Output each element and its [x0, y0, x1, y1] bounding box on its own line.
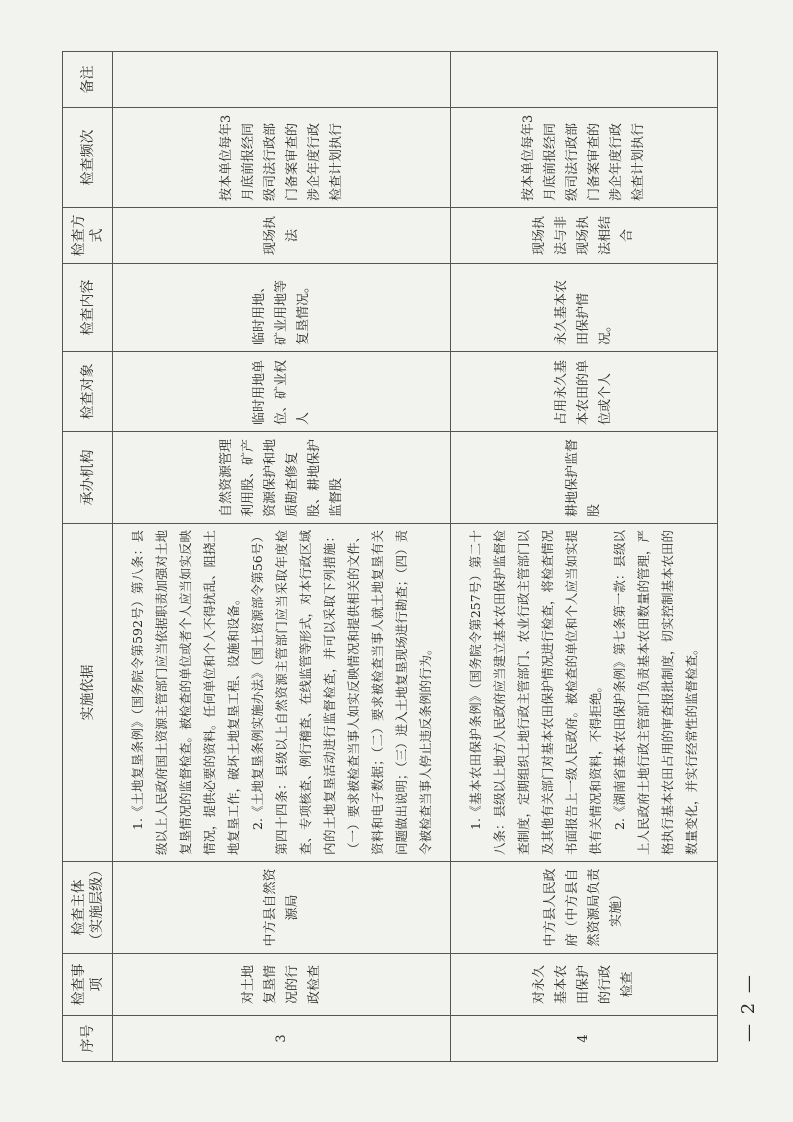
header-method: 检查方式	[63, 208, 113, 264]
row-item: 对永久基本农田保护的行政检查	[451, 954, 718, 1016]
row-content: 永久基本农田保护情况。	[451, 264, 718, 352]
header-note: 备注	[63, 52, 113, 108]
row-note	[113, 52, 451, 108]
row-frequency: 按本单位每年3月底前报经同级司法行政部门备案审查的涉企年度行政检查计划执行	[451, 108, 718, 208]
inspection-table	[62, 51, 718, 1062]
header-org: 承办机构	[63, 432, 113, 524]
header-frequency: 检查频次	[63, 108, 113, 208]
basis-paragraph-2: 2.《湖南省基本农田保护条例》第七条第一款：县级以上人民政府土地行政主管部门负责基本农田数量的管理，严格执行基本农田占用的审查报批制度，切实控制基本农田的数量变化，并实行经常性的监督检查。	[612, 529, 699, 855]
row-target: 临时用地单位、矿业权人	[113, 352, 451, 432]
row-subject: 中方县人民政府（中方县自然资源局负责实施）	[451, 862, 718, 954]
row-basis	[113, 524, 451, 862]
table-row	[113, 52, 451, 1062]
header-seq: 序号	[63, 1016, 113, 1062]
header-target: 检查对象	[63, 352, 113, 432]
basis-paragraph-1: 1.《土地复垦条例》（国务院令第592号）第八条：县级以上人民政府国土资源主管部门应当依据职责加强对土地复垦情况的监督检查。被检查的单位或者个人应当如实反映情况，提供必要的资料。任何单位和个人不得扰乱、阻挠土地复垦工作，破坏土地复垦工程、设施和设备。	[129, 529, 241, 855]
page-number: — 2 —	[738, 973, 759, 1042]
row-method: 现场执法与非现场执法相结合	[451, 208, 718, 264]
header-item: 检查事项	[63, 954, 113, 1016]
row-seq: 3	[113, 1016, 451, 1062]
header-content: 检查内容	[63, 264, 113, 352]
header-subject: 检查主体（实施层级）	[63, 862, 113, 954]
row-item: 对土地复垦情况的行政检查	[113, 954, 451, 1016]
row-frequency: 按本单位每年3月底前报经同级司法行政部门备案审查的涉企年度行政检查计划执行	[113, 108, 451, 208]
basis-paragraph-1: 1.《基本农田保护条例》（国务院令第257号）第二十八条：县级以上地方人民政府应当建立基本农田保护监督检查制度，定期组织土地行政主管部门、农业行政主管部门以及其他有关部门对基本农田保护情况进行检查，将检查情况书面报告上一级人民政府。被检查的单位和个人应当如实提供有关情况和资料，不得拒绝。	[468, 529, 603, 855]
row-basis	[451, 524, 718, 862]
row-target: 占用永久基本农田的单位或个人	[451, 352, 718, 432]
row-note	[451, 52, 718, 108]
header-basis: 实施依据	[63, 524, 113, 862]
basis-paragraph-2: 2.《土地复垦条例实施办法》（国土资源部令第56号）第四十四条：县级以上自然资源主管部门应当采取年度检查、专项核查、例行稽查、在线监管等形式，对本行政区域内的土地复垦活动进行监督检查，并可以采取下列措施：（一）要求被检查当事人如实反映情况和提供相关的文件、资料和电子数据；（二）要求被检查当事人就土地复垦有关问题做出说明；（三）进入土地复垦现场进行勘查；（四）责令被检查当事人停止违反条例的行为。	[249, 529, 433, 855]
row-subject: 中方县自然资源局	[113, 862, 451, 954]
row-org: 自然资源管理利用股、矿产资源保护和地质勘查修复股、耕地保护监督股	[113, 432, 451, 524]
table-header-row	[63, 52, 113, 1062]
row-method: 现场执法	[113, 208, 451, 264]
table-row	[451, 52, 718, 1062]
row-content: 临时用地、矿业用地等复垦情况。	[113, 264, 451, 352]
row-seq: 4	[451, 1016, 718, 1062]
row-org: 耕地保护监督股	[451, 432, 718, 524]
